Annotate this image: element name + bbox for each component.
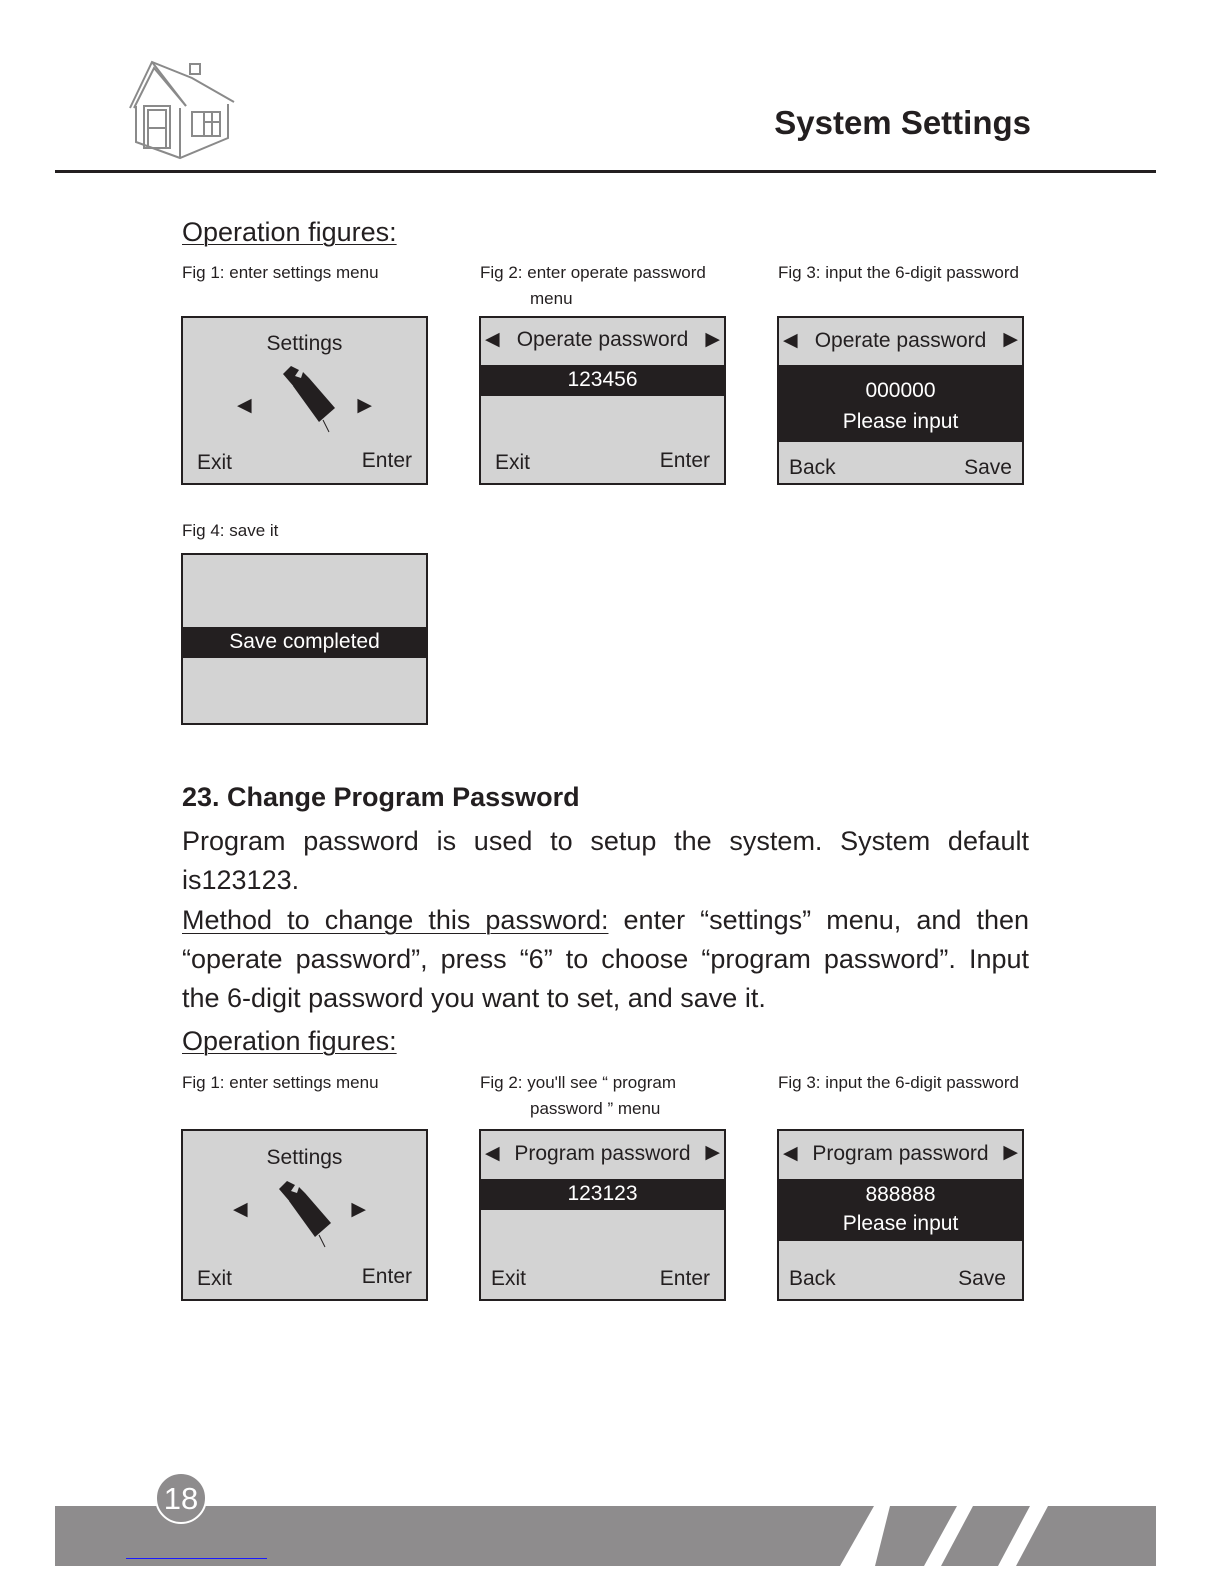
caption-text: Fig 1: enter settings menu <box>182 263 379 282</box>
figure-caption <box>778 1070 1019 1096</box>
save-message: Save completed <box>183 627 426 658</box>
left-arrow-icon: ◀ <box>233 1199 248 1220</box>
exit-softkey[interactable]: Exit <box>197 451 233 474</box>
screen-title: Settings <box>266 332 343 355</box>
caption-text: Fig 1: enter settings menu <box>182 1073 379 1092</box>
password-value: 888888 <box>865 1183 936 1206</box>
screen-title: Settings <box>266 1146 343 1169</box>
screen-title: Operate password <box>516 328 689 351</box>
method-text: enter “settings” menu, and then “operate password”, press “6” to choose “program password”. Input the 6-digit password you want to set, and save it. <box>182 905 1029 1013</box>
password-value: 000000 <box>865 379 936 402</box>
method-label: Method to change this password: <box>182 905 609 935</box>
right-arrow-icon: ▶ <box>1003 329 1018 350</box>
settings-screen <box>181 1129 428 1301</box>
exit-softkey[interactable]: Exit <box>491 1267 527 1290</box>
figure-caption <box>778 260 1019 286</box>
exit-softkey[interactable]: Exit <box>197 1267 233 1290</box>
back-softkey[interactable]: Back <box>789 1267 836 1290</box>
right-arrow-icon: ▶ <box>357 395 372 416</box>
method-paragraph <box>182 901 1029 1018</box>
enter-softkey[interactable]: Enter <box>361 1265 412 1288</box>
right-arrow-icon: ▶ <box>705 329 720 350</box>
save-completed-screen <box>181 553 428 725</box>
enter-softkey[interactable]: Enter <box>659 1267 710 1290</box>
left-arrow-icon: ◀ <box>783 330 798 351</box>
caption-text: Fig 3: input the 6-digit password <box>778 263 1019 282</box>
figure-caption <box>182 1070 379 1096</box>
caption-text: Fig 2: you'll see “ program <box>480 1073 676 1092</box>
right-arrow-icon: ▶ <box>351 1199 366 1220</box>
program-password-input-screen <box>777 1129 1024 1301</box>
caption-text: Fig 2: enter operate password <box>480 263 706 282</box>
enter-softkey[interactable]: Enter <box>659 449 710 472</box>
figure-caption <box>182 518 278 544</box>
password-value: 123123 <box>481 1179 724 1210</box>
input-prompt: Please input <box>842 410 959 433</box>
caption-text: password ” menu <box>530 1099 661 1118</box>
enter-softkey[interactable]: Enter <box>361 449 412 472</box>
left-arrow-icon: ◀ <box>237 395 252 416</box>
caption-text: Fig 3: input the 6-digit password <box>778 1073 1019 1092</box>
page-number-badge: 18 <box>155 1472 207 1524</box>
right-arrow-icon: ▶ <box>1003 1142 1018 1163</box>
left-arrow-icon: ◀ <box>485 1143 500 1164</box>
caption-text: menu <box>530 289 573 308</box>
password-input-field[interactable] <box>779 365 1022 442</box>
left-arrow-icon: ◀ <box>485 329 500 350</box>
left-arrow-icon: ◀ <box>783 1143 798 1164</box>
operate-password-input-screen <box>777 316 1024 485</box>
section-heading: 23. Change Program Password <box>182 782 580 812</box>
screen-title: Operate password <box>814 329 987 352</box>
wrench-tag-icon <box>271 1179 335 1249</box>
page-title: System Settings <box>774 104 1031 141</box>
save-softkey[interactable]: Save <box>964 456 1012 479</box>
settings-screen <box>181 316 428 485</box>
right-arrow-icon: ▶ <box>705 1142 720 1163</box>
caption-text: Fig 4: save it <box>182 521 279 540</box>
exit-softkey[interactable]: Exit <box>495 451 531 474</box>
figure-caption <box>480 1070 676 1122</box>
figure-caption <box>182 260 379 286</box>
back-softkey[interactable]: Back <box>789 456 836 479</box>
wrench-tag-icon <box>275 364 339 434</box>
header-divider <box>55 170 1156 173</box>
program-password-menu-screen <box>479 1129 726 1301</box>
save-softkey[interactable]: Save <box>958 1267 1006 1290</box>
footer-bar <box>55 1506 1156 1566</box>
operation-figures-heading: Operation figures: <box>182 1026 397 1056</box>
screen-title: Program password <box>812 1142 989 1165</box>
input-prompt: Please input <box>842 1212 959 1235</box>
password-input-field[interactable] <box>779 1179 1022 1241</box>
figure-caption <box>480 260 706 312</box>
footer-link-underline[interactable] <box>126 1558 267 1559</box>
intro-paragraph: Program password is used to setup the system. System default is123123. <box>182 826 1029 895</box>
screen-title: Program password <box>514 1142 691 1165</box>
operation-figures-heading: Operation figures: <box>182 217 397 247</box>
password-value: 123456 <box>481 365 724 396</box>
operate-password-menu-screen <box>479 316 726 485</box>
